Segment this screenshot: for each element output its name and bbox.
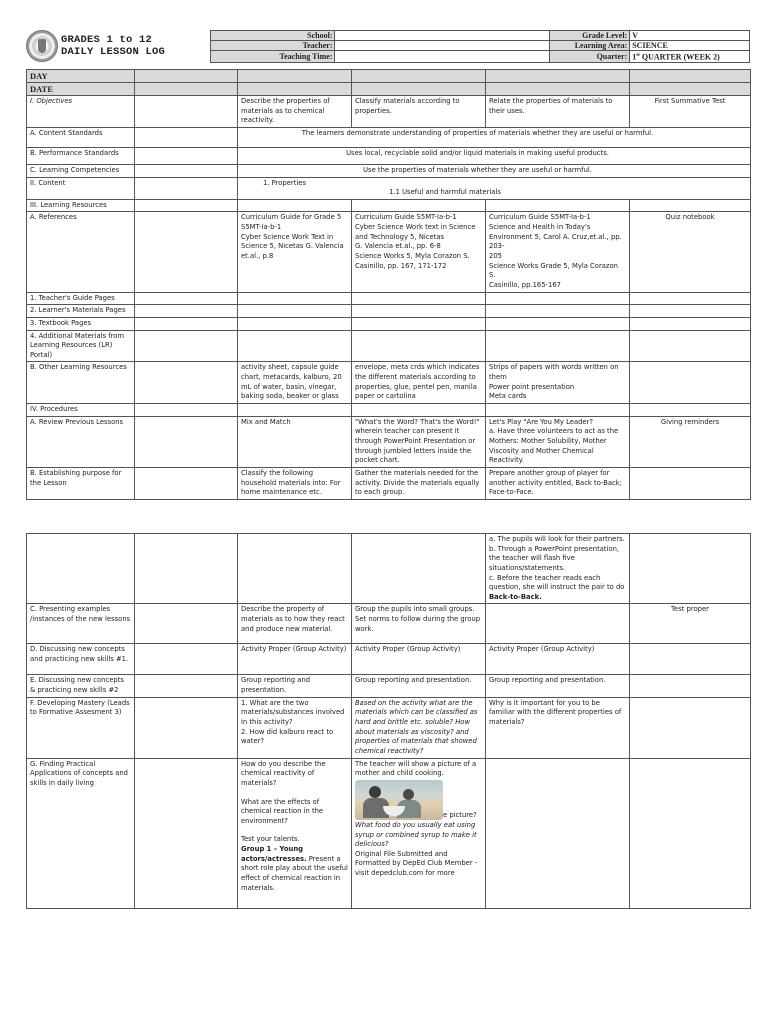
mastery-label: F. Developing Mastery (Leads to Formative Assesment 3) <box>27 697 135 758</box>
lesson-log-table-1 <box>26 69 751 500</box>
references-row <box>27 212 751 292</box>
deped-seal-icon <box>26 30 58 62</box>
content-line1: 1. Properties <box>263 178 306 187</box>
objectives-day4: First Summative Test <box>630 96 751 128</box>
other-resources-day3: Strips of papers with words written on them Power point presentation Meta cards <box>486 362 630 404</box>
content-label: II. Content <box>27 177 135 199</box>
grade-level-label: Grade Level: <box>550 31 630 41</box>
learning-area-label: Learning Area: <box>550 41 630 51</box>
teaching-time-value <box>335 51 550 63</box>
review-label: A. Review Previous Lessons <box>27 416 135 467</box>
presenting-row <box>27 604 751 644</box>
title-line1: GRADES 1 to 12 <box>61 34 153 46</box>
content-standards-row <box>27 127 751 147</box>
practical-row <box>27 758 751 908</box>
mastery-day2: Based on the activity what are the materials which can be classified as hard and brittle etc. soluble? How about materials as viscosity? and properties of materials that showed chemical reactivity? <box>352 697 486 758</box>
practical-day2: The teacher will show a picture of a mother and child cooking. e picture? What food do you usually eat using syrup or combined syrup to make it delicious? Original File Submitted and Formatted by DepEd Club Member - visit depedclub.com for more <box>352 758 486 908</box>
presenting-day1: Describe the property of materials as to how they react and produce new material. <box>238 604 352 644</box>
performance-standards-row <box>27 147 751 164</box>
continuation-day3: a. The pupils will look for their partners. b. Through a PowerPoint presentation, the teacher will flash five situations/statements. c. Before the teacher reads each question, she will instruct the pair to do Back-to-Back. <box>486 534 630 604</box>
discussing2-label: E. Discussing new concepts & practicing new skills #2 <box>27 675 135 697</box>
objectives-day2: Classify materials according to properties. <box>352 96 486 128</box>
mastery-day1: 1. What are the two materials/substances involved in this activity? 2. How did kalburo react to water? <box>238 697 352 758</box>
discussing1-day2: Activity Proper (Group Activity) <box>352 644 486 675</box>
mother-child-cooking-image <box>355 780 443 820</box>
lesson-log-table-2 <box>26 533 751 909</box>
textbook-row <box>27 317 751 330</box>
teachers-guide-row <box>27 292 751 305</box>
content-line2: 1.1 Useful and harmful materials <box>389 188 501 197</box>
references-label: A. References <box>27 212 135 292</box>
learning-resources-row <box>27 199 751 212</box>
title-line2: DAILY LESSON LOG <box>61 46 166 58</box>
review-day1: Mix and Match <box>238 416 352 467</box>
other-resources-day2: envelope, meta crds which indicates the different materials according to properties, glue, pentel pen, manila paper or cartolina <box>352 362 486 404</box>
content-row <box>27 177 751 199</box>
header-info-table <box>210 30 750 63</box>
content-standards-value: The learners demonstrate understanding of properties of materials whether they are useful or harmful. <box>238 127 751 147</box>
header <box>26 30 750 62</box>
references-day4: Quiz notebook <box>630 212 751 292</box>
references-day1: Curriculum Guide for Grade 5 S5MT-Ia-b-1 Cyber Science Work Text in Science 5, Nicetas G. Valencia et.al., p.8 <box>238 212 352 292</box>
content-standards-label: A. Content Standards <box>27 127 135 147</box>
presenting-day2: Group the pupils into small groups. Set norms to follow during the group work. <box>352 604 486 644</box>
day-label: DAY <box>27 70 135 83</box>
presenting-label: C. Presenting examples /instances of the new lessons <box>27 604 135 644</box>
review-day4: Giving reminders <box>630 416 751 467</box>
review-row <box>27 416 751 467</box>
practical-day1: How do you describe the chemical reactivity of materials? What are the effects of chemical reaction in the environment? Test your talents. Group 1 – Young actors/actresses. Present a short role play about the useful effect of chemical reaction in materials. <box>238 758 352 908</box>
mastery-day3: Why is it important for you to be familiar with the different properties of materials? <box>486 697 630 758</box>
objectives-day1: Describe the properties of materials as to chemical reactivity. <box>238 96 352 128</box>
log-title <box>61 34 165 58</box>
grade-level-value: V <box>630 31 750 41</box>
day-row <box>27 70 751 83</box>
competencies-value: Use the properties of materials whether they are useful or harmful. <box>238 164 751 177</box>
discussing2-day3: Group reporting and presentation. <box>486 675 630 697</box>
mastery-row <box>27 697 751 758</box>
learning-area-value: SCIENCE <box>630 41 750 51</box>
school-label: School: <box>211 31 335 41</box>
presenting-day4: Test proper <box>630 604 751 644</box>
review-day2: "What's the Word? That's the Word!" wherein teacher can present it through PowerPoint Presentation or through jumbled letters inside the pocket chart. <box>352 416 486 467</box>
content-value <box>238 177 751 199</box>
objectives-label: I. Objectives <box>27 96 135 128</box>
learners-materials-row <box>27 305 751 318</box>
purpose-day3: Prepare another group of player for another activity entitled, Back to-Back; Face-to-Face. <box>486 467 630 499</box>
procedures-row <box>27 404 751 417</box>
quarter-label: Quarter: <box>550 51 630 63</box>
teaching-time-label: Teaching Time: <box>211 51 335 63</box>
other-resources-day1: activity sheet, capsule guide chart, metacards, kalburo, 20 mL of water, basin, vinegar, baking soda, beaker or glass <box>238 362 352 404</box>
discussing1-day3: Activity Proper (Group Activity) <box>486 644 630 675</box>
competencies-label: C. Learning Competencies <box>27 164 135 177</box>
discussing1-label: D. Discussing new concepts and practicing new skills #1. <box>27 644 135 675</box>
discussing2-day2: Group reporting and presentation. <box>352 675 486 697</box>
additional-materials-label: 4. Additional Materials from Learning Resources (LR) Portal) <box>27 330 135 362</box>
competencies-row <box>27 164 751 177</box>
discussing1-row <box>27 644 751 675</box>
other-resources-label: B. Other Learning Resources <box>27 362 135 404</box>
procedures-label: IV. Procedures <box>27 404 135 417</box>
practical-label: G. Finding Practical Applications of concepts and skills in daily living <box>27 758 135 908</box>
learning-resources-label: III. Learning Resources <box>27 199 135 212</box>
purpose-row <box>27 467 751 499</box>
school-value <box>335 31 550 41</box>
discussing1-day1: Activity Proper (Group Activity) <box>238 644 352 675</box>
purpose-day2: Gather the materials needed for the activity. Divide the materials equally to each group. <box>352 467 486 499</box>
other-resources-row <box>27 362 751 404</box>
teachers-guide-label: 1. Teacher's Guide Pages <box>27 292 135 305</box>
performance-standards-value: Uses local, recyclable solid and/or liquid materials in making useful products. <box>238 147 751 164</box>
references-day2: Curriculum Guide S5MT-Ia-b-1 Cyber Science Work text in Science and Technology 5, Nicetas G. Valencia et.al., pp. 6-8 Science Works 5, Myla Corazon S. Casinillo, pp. 167, 171-172 <box>352 212 486 292</box>
performance-standards-label: B. Performance Standards <box>27 147 135 164</box>
purpose-label: B. Establishing purpose for the Lesson <box>27 467 135 499</box>
photo-caption: e picture? <box>443 811 477 820</box>
additional-materials-row <box>27 330 751 362</box>
continuation-row <box>27 534 751 604</box>
objectives-day3: Relate the properties of materials to their uses. <box>486 96 630 128</box>
date-label: DATE <box>27 83 135 96</box>
purpose-day1: Classify the following household materials into: For home maintenance etc. <box>238 467 352 499</box>
objectives-row <box>27 96 751 128</box>
date-row <box>27 83 751 96</box>
quarter-value: 1st QUARTER (WEEK 2) <box>630 51 750 63</box>
textbook-label: 3. Textbook Pages <box>27 317 135 330</box>
discussing2-row <box>27 675 751 697</box>
teacher-value <box>335 41 550 51</box>
learners-materials-label: 2. Learner's Materials Pages <box>27 305 135 318</box>
references-day3: Curriculum Guide S5MT-Ia-b-1 Science and Health in Today's Environment 5, Carol A. Cruz,et.al., pp. 203- 205 Science Works Grade 5, Myla Corazon S. Casinillo, pp.165-167 <box>486 212 630 292</box>
discussing2-day1: Group reporting and presentation. <box>238 675 352 697</box>
teacher-label: Teacher: <box>211 41 335 51</box>
review-day3: Let's Play "Are You My Leader? a. Have three volunteers to act as the Mothers: Mother Solubility, Mother Viscosity and Mother Chemical Reactivity. <box>486 416 630 467</box>
